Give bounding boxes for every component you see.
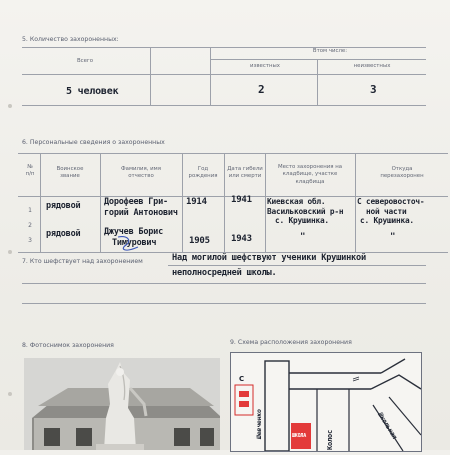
section5-of-them-header: Втом числе: — [312, 48, 348, 54]
section5-divider — [210, 47, 211, 105]
section9-title: 9. Схема расположения захоронения — [230, 339, 352, 346]
section5-total-value: 5 человек — [66, 86, 119, 97]
section6-top-border — [18, 153, 448, 154]
section6-divider — [182, 153, 183, 252]
section5-unknown-header: неизвестных — [353, 63, 391, 69]
row2-origin: " — [390, 232, 396, 242]
section7-line — [22, 283, 426, 284]
diagram-road-label: Школьная — [376, 411, 399, 441]
row2-birth: 1905 — [189, 236, 210, 246]
section7-underline — [168, 265, 426, 266]
col-header-place: Место захоронения на кладбище, участке кладбища — [277, 164, 343, 185]
section5-unknown-value: 3 — [370, 83, 377, 96]
punch-hole — [8, 250, 12, 254]
row1-origin-line3: с. Крушинка. — [360, 216, 414, 225]
row1-origin-line2: ной части — [366, 207, 407, 216]
section6-divider — [40, 153, 41, 252]
col-header-birth: Год рождения — [188, 166, 218, 180]
col-header-name: Фамилия, имя отчество — [121, 166, 161, 180]
section5-known-value: 2 — [258, 83, 265, 96]
row-number: 1 — [28, 207, 32, 214]
section5-known-header: известных — [250, 63, 280, 69]
section7-value-line2: неполносредней школы. — [172, 268, 277, 278]
diagram-street-label: Шевченко — [255, 409, 263, 439]
col-header-origin: Откуда перезахоронен — [380, 166, 424, 180]
punch-hole — [8, 104, 12, 108]
row1-place-line1: Киевская обл. — [267, 197, 326, 206]
row2-death: 1943 — [231, 234, 252, 244]
row2-name-line1: Джучев Борис — [104, 227, 164, 237]
row1-rank: рядовой — [46, 201, 81, 211]
section7-line — [22, 303, 426, 304]
diagram-center-label: Колос — [326, 429, 334, 450]
diagram-school-label: ШКОЛА — [292, 433, 307, 439]
section6-divider — [265, 153, 266, 252]
row1-place-line2: Васильковский р-н — [267, 207, 344, 216]
section5-total-header: Всего — [76, 58, 94, 64]
section5-header-line — [22, 74, 426, 75]
section5-subheader-line — [210, 59, 426, 60]
section6-divider — [355, 153, 356, 252]
row1-name-line1: Дорофеев Гри- — [104, 197, 168, 207]
memorial-photo — [24, 358, 220, 450]
row1-name-line2: горий Антонович — [104, 208, 178, 218]
section5-divider — [317, 59, 318, 105]
row1-birth: 1914 — [186, 197, 207, 207]
section8-title: 8. Фотоснимок захоронения — [22, 342, 114, 349]
section5-bottom-border — [22, 105, 426, 106]
row2-place: " — [300, 232, 306, 242]
section5-divider — [150, 47, 151, 105]
section7-title: 7. Кто шефствует над захоронением — [22, 258, 143, 265]
col-header-rank: Воинское звание — [56, 166, 84, 180]
handwritten-signature-mark — [114, 233, 144, 255]
row1-place-line3: с. Крушинка. — [275, 216, 329, 225]
col-header-num: № п/п — [25, 164, 35, 178]
section6-title: 6. Персональные сведения о захороненных — [22, 139, 165, 146]
row1-death: 1941 — [231, 195, 252, 205]
row-number: 2 — [28, 222, 32, 229]
section5-title: 5. Количество захороненных: — [22, 36, 119, 43]
col-header-death: Дата гибели или смерти — [227, 166, 263, 180]
row2-rank: рядовой — [46, 229, 81, 239]
row-number: 3 — [28, 237, 32, 244]
burial-site-diagram — [230, 352, 422, 452]
diagram-label-c: С — [239, 375, 244, 383]
section6-divider — [100, 153, 101, 252]
row2-name-line2: Тимурович — [112, 238, 157, 248]
row1-origin-line1: С северовосточ- — [357, 197, 425, 206]
punch-hole — [8, 392, 12, 396]
section7-value-line1: Над могилой шефствуют ученики Крушинкой — [172, 253, 366, 263]
